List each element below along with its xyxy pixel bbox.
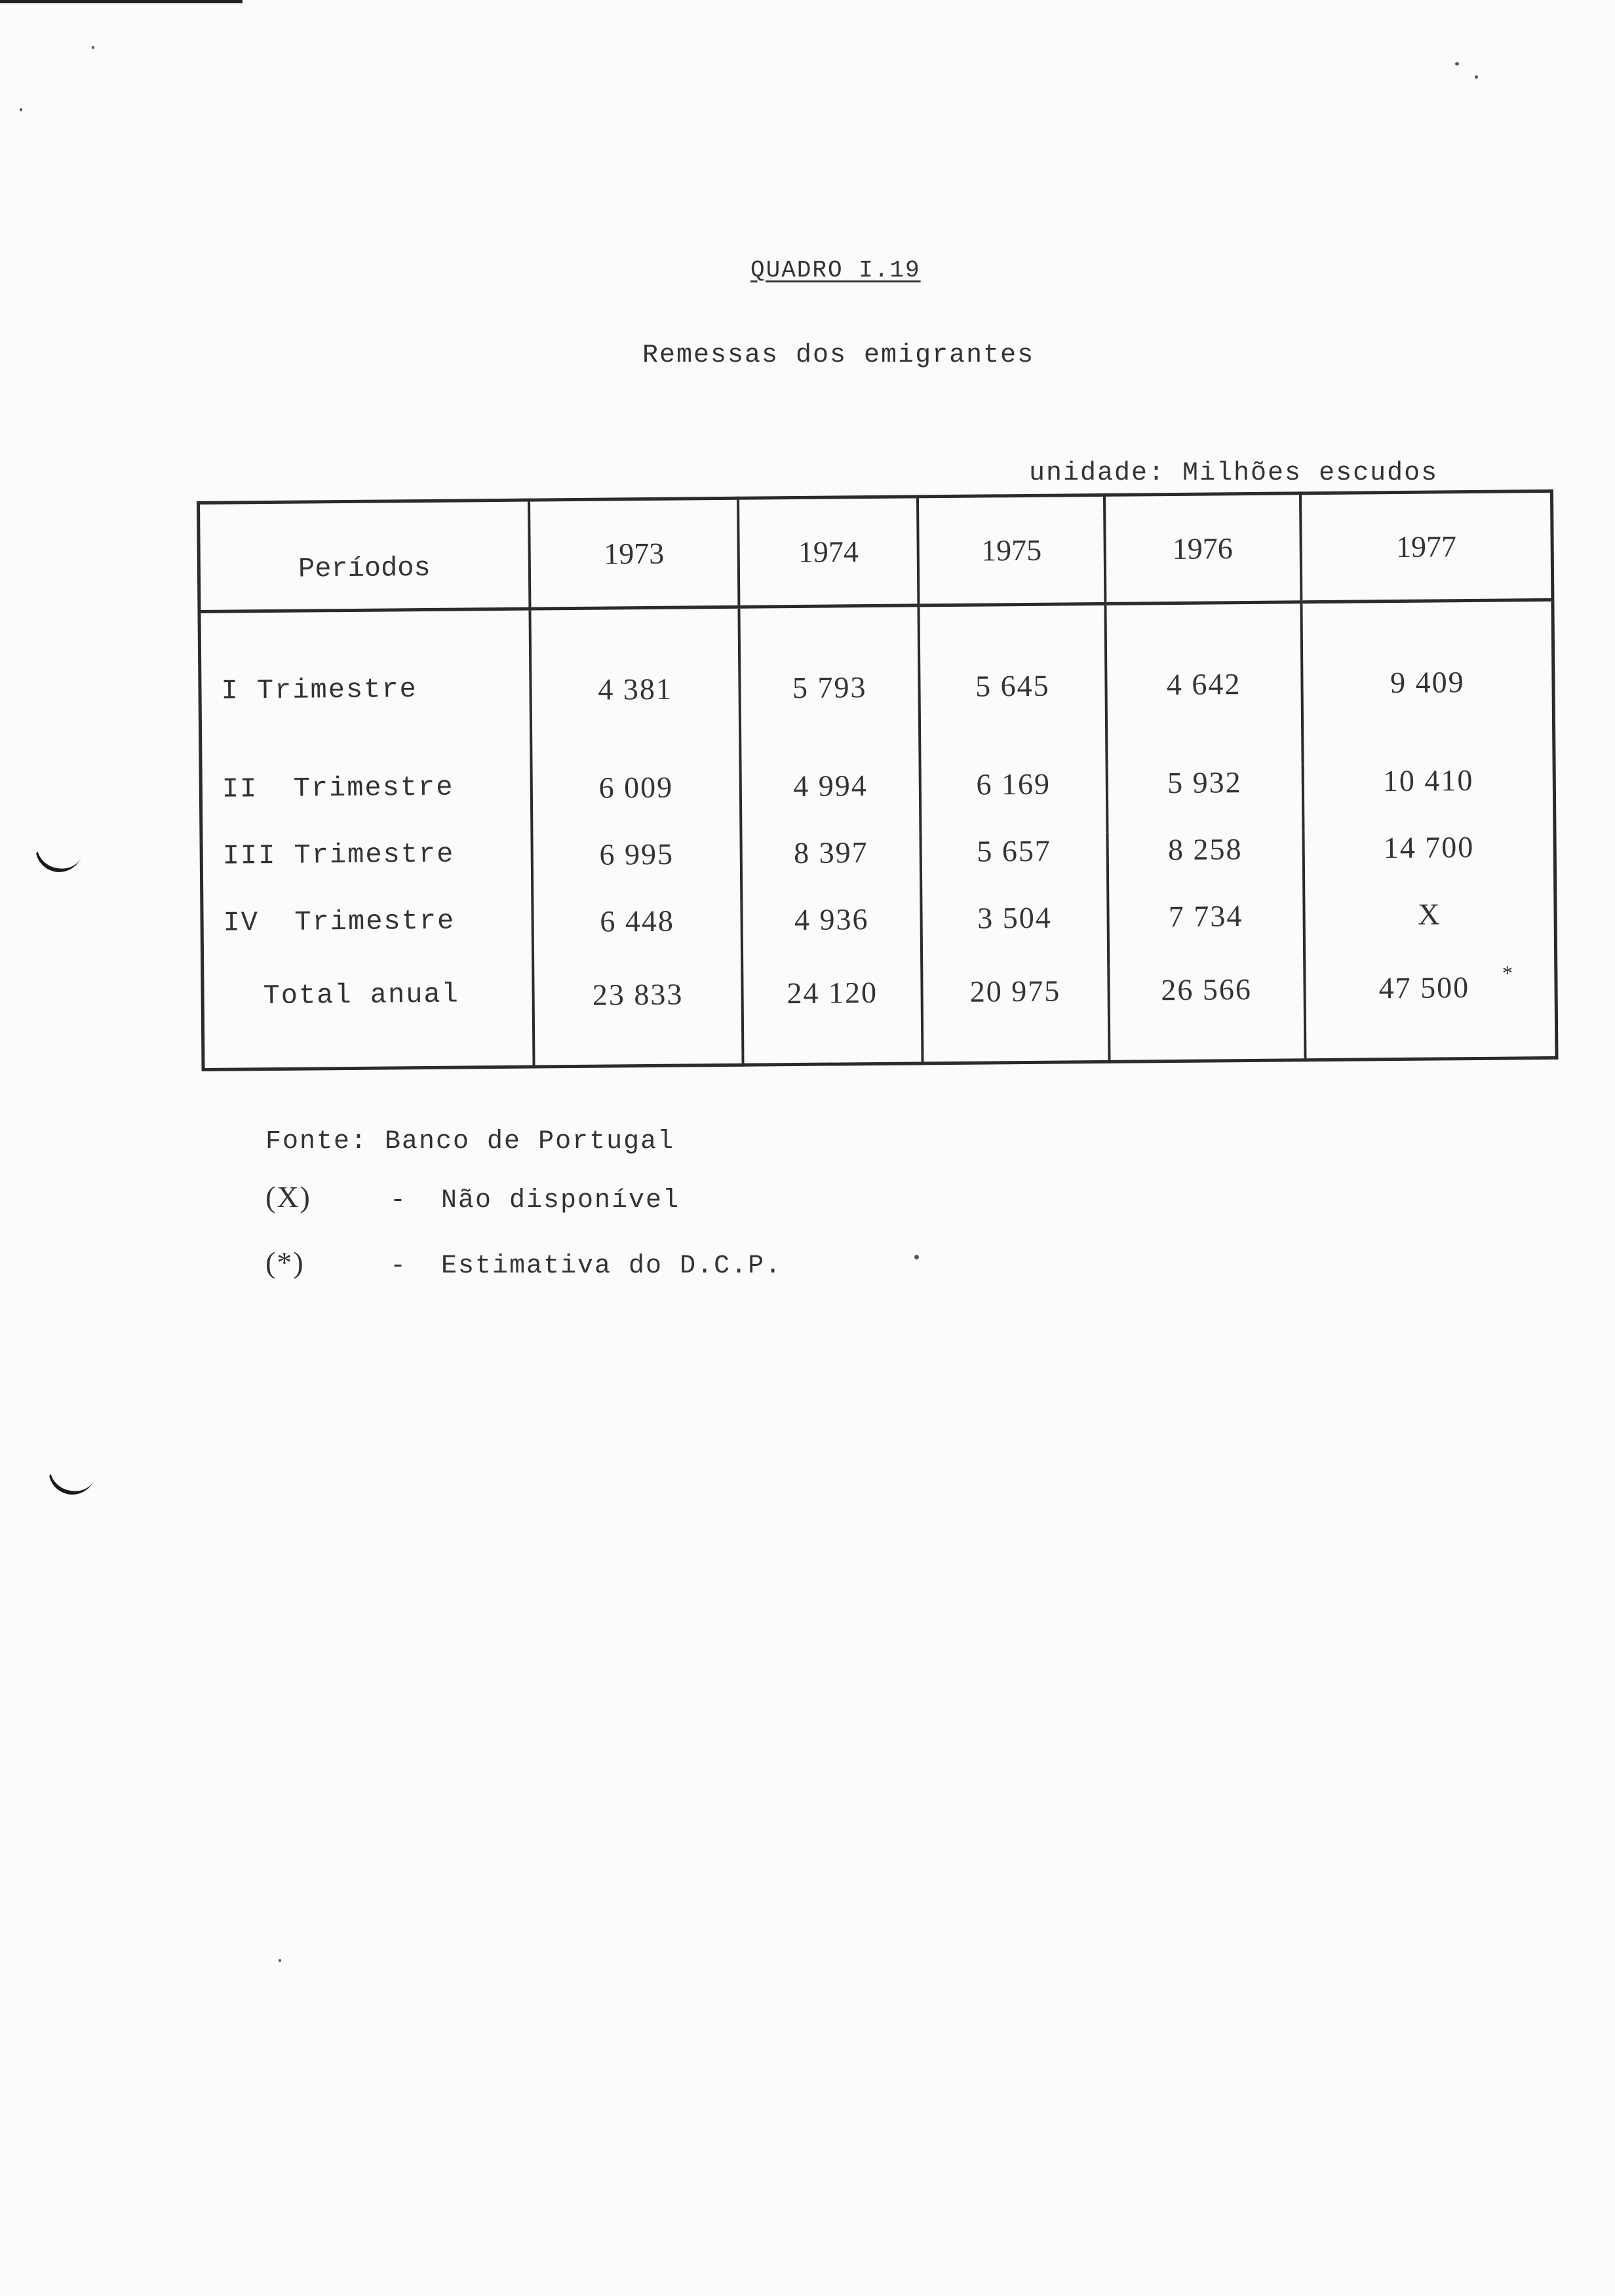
table-row bbox=[201, 762, 1555, 841]
table-cell: 3 504 bbox=[922, 900, 1108, 968]
table-cell: 4 936 bbox=[741, 901, 922, 969]
document-subtitle: Remessas dos emigrantes bbox=[642, 341, 1035, 370]
table-spacer-cell bbox=[203, 1057, 534, 1070]
note-text-x: - Não disponível bbox=[390, 1186, 680, 1215]
document-title: QUADRO I.19 bbox=[750, 257, 921, 284]
header-periods: Períodos bbox=[199, 500, 530, 611]
table-cell: 6 169 bbox=[920, 766, 1107, 834]
note-text-star: - Estimativa do D.C.P. bbox=[390, 1252, 783, 1281]
table-spacer-cell bbox=[1109, 1050, 1305, 1062]
note-unavailable bbox=[265, 1179, 680, 1215]
header-year: 1973 bbox=[529, 498, 739, 609]
scan-speck bbox=[1455, 62, 1459, 66]
note-estimate bbox=[265, 1245, 782, 1281]
note-symbol-x: (X) bbox=[265, 1180, 311, 1214]
table-spacer-cell bbox=[923, 1052, 1109, 1063]
table-row bbox=[201, 829, 1555, 908]
table-cell: 4 642 bbox=[1105, 602, 1302, 766]
table-spacer-cell bbox=[743, 1053, 922, 1065]
row-label: I Trimestre bbox=[199, 609, 532, 774]
unit-note: unidade: Milhões escudos bbox=[1029, 459, 1439, 488]
header-year: 1974 bbox=[738, 497, 919, 607]
header-year: 1976 bbox=[1104, 493, 1301, 604]
table-cell: 10 410 bbox=[1302, 762, 1555, 831]
table-spacer-cell bbox=[1305, 1048, 1557, 1060]
remittances-table-wrapper bbox=[197, 489, 1559, 1071]
note-symbol-star: (*) bbox=[265, 1246, 305, 1279]
row-label: II Trimestre bbox=[201, 771, 532, 841]
scan-bracket-mark bbox=[42, 1438, 104, 1501]
scan-speck bbox=[92, 46, 94, 49]
table-cell: 14 700 bbox=[1303, 829, 1555, 898]
remittances-table bbox=[197, 489, 1559, 1071]
table-row bbox=[202, 896, 1556, 974]
header-year: 1975 bbox=[918, 495, 1105, 605]
table-cell: 8 258 bbox=[1107, 831, 1304, 900]
table-row-total bbox=[203, 963, 1557, 1060]
scan-speck bbox=[20, 108, 22, 111]
table-cell: 5 932 bbox=[1106, 764, 1303, 833]
table-cell: 6 448 bbox=[532, 903, 742, 972]
estimate-value: 47 500 bbox=[1378, 970, 1470, 1005]
table-cell: 24 120 bbox=[742, 968, 922, 1054]
table-cell: 5 657 bbox=[921, 833, 1108, 901]
table-cell: X bbox=[1304, 896, 1556, 965]
table-cell: 5 645 bbox=[919, 603, 1106, 767]
header-year: 1977 bbox=[1300, 491, 1553, 602]
table-cell: 9 409 bbox=[1301, 600, 1554, 764]
table-cell: 6 009 bbox=[532, 769, 741, 838]
table-cell: 7 734 bbox=[1108, 898, 1304, 966]
estimate-marker: * bbox=[1502, 961, 1515, 985]
table-row bbox=[199, 600, 1554, 774]
table-cell: 5 793 bbox=[739, 605, 920, 769]
scan-bracket-mark bbox=[29, 816, 90, 879]
table-cell: 4 381 bbox=[530, 607, 740, 771]
row-label: III Trimestre bbox=[201, 838, 532, 908]
table-spacer-cell bbox=[534, 1055, 743, 1067]
scan-speck bbox=[279, 1959, 281, 1962]
table-cell: 26 566 bbox=[1108, 965, 1305, 1052]
table-cell: 8 397 bbox=[741, 834, 922, 902]
scan-speck bbox=[1475, 75, 1478, 79]
row-label: IV Trimestre bbox=[202, 905, 533, 974]
table-cell: 23 833 bbox=[533, 970, 743, 1057]
scan-speck bbox=[914, 1255, 919, 1259]
scan-edge-mark bbox=[0, 0, 243, 3]
source-note: Fonte: Banco de Portugal bbox=[265, 1127, 675, 1157]
table-cell: 4 994 bbox=[741, 767, 921, 835]
table-cell: 6 995 bbox=[532, 836, 742, 905]
row-label: Total anual bbox=[203, 972, 534, 1060]
table-cell-estimate bbox=[1304, 963, 1557, 1050]
table-cell: 20 975 bbox=[922, 966, 1109, 1053]
header-row bbox=[199, 491, 1553, 611]
